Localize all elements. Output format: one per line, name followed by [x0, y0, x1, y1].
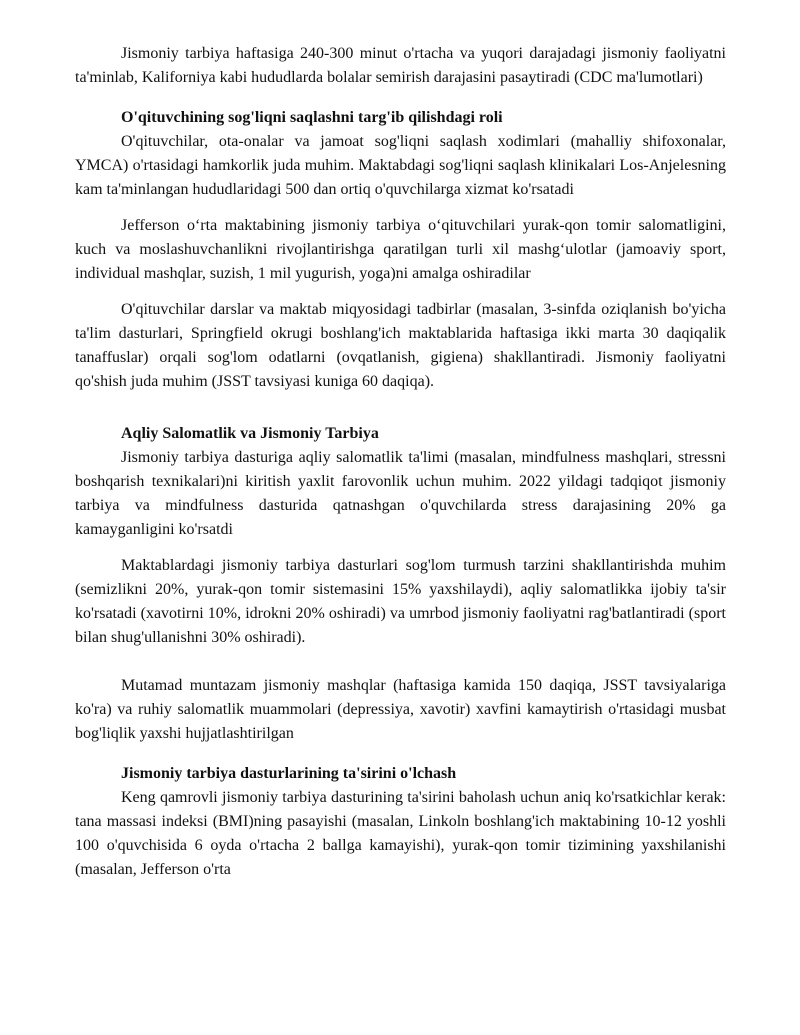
paragraph-cdc-activity: Jismoniy tarbiya haftasiga 240-300 minut o'rtacha va yuqori darajadagi jismoniy faoliyatni ta'minlab, Kaliforniya kabi hududlarda bolalar semirish darajasini pasaytiradi (CDC ma'lumotlari) — [75, 45, 726, 86]
spacer — [75, 650, 726, 674]
document-page — [75, 42, 726, 882]
paragraph-program-benefits: Maktablardagi jismoniy tarbiya dasturlari sog'lom turmush tarzini shakllantirishda muhim (semizlikni 20%, yurak-qon tomir sistemasini 15% yaxshilaydi), aqliy salomatlikka ijobiy ta'sir ko'rsatadi (xavotirni 10%, idrokni 20% oshiradi) va umrbod jismoniy faoliyatni rag'batlantiradi (sport bilan shug'ullanishni 30% oshiradi). — [75, 557, 726, 646]
spacer — [75, 394, 726, 422]
spacer — [75, 286, 726, 298]
spacer — [75, 90, 726, 106]
spacer — [75, 542, 726, 554]
heading-mental-health: Aqliy Salomatlik va Jismoniy Tarbiya — [121, 425, 379, 442]
paragraph-jefferson-teachers: Jefferson o‘rta maktabining jismoniy tarbiya o‘qituvchilari yurak-qon tomir salomatligini, kuch va moslashuvchanlikni rivojlantirishga qaratilgan turli xil mashg‘ulotlar (jamoaviy sport, individual mashqlar, suzish, 1 mil yugurish, yoga)ni amalga oshiradilar — [75, 217, 726, 282]
heading-teacher-role: O'qituvchining sog'liqni saqlashni targ'ib qilishdagi roli — [121, 109, 503, 126]
heading-measuring-impact: Jismoniy tarbiya dasturlarining ta'sirini o'lchash — [121, 765, 457, 782]
spacer — [75, 746, 726, 762]
paragraph-metrics: Keng qamrovli jismoniy tarbiya dasturining ta'sirini baholash uchun aniq ko'rsatkichlar kerak: tana massasi indeksi (BMI)ning pasayishi (masalan, Linkoln boshlang'ich maktabining 10-12 yoshli 100 o'quvchisida 6 oyda o'rtacha 2 ballga kamayishi), yurak-qon tomir tizimining yaxshilanishi (masalan, Jefferson o'rta — [75, 789, 726, 878]
paragraph-collaboration: O'qituvchilar, ota-onalar va jamoat sog'liqni saqlash xodimlari (mahalliy shifoxonalar, YMCA) o'rtasidagi hamkorlik juda muhim. Maktabdagi sog'liqni saqlash klinikalari Los-Anjelesning kam ta'minlangan hududlaridagi 500 dan ortiq o'quvchilarga xizmat ko'rsatadi — [75, 133, 726, 198]
spacer — [75, 202, 726, 214]
paragraph-regular-exercise: Mutamad muntazam jismoniy mashqlar (haftasiga kamida 150 daqiqa, JSST tavsiyalariga ko'ra) va ruhiy salomatlik muammolari (depressiya, xavotir) xavfini kamaytirish o'rtasidagi musbat bog'liqlik yaxshi hujjatlashtirilgan — [75, 677, 726, 742]
paragraph-mindfulness: Jismoniy tarbiya dasturiga aqliy salomatlik ta'limi (masalan, mindfulness mashqlari, stressni boshqarish texnikalari)ni kiritish yaxlit farovonlik uchun muhim. 2022 yildagi tadqiqot jismoniy tarbiya va mindfulness dasturida qatnashgan o'quvchilarda stress darajasining 20% ga kamayganligini ko'rsatdi — [75, 449, 726, 538]
paragraph-healthy-habits: O'qituvchilar darslar va maktab miqyosidagi tadbirlar (masalan, 3-sinfda oziqlanish bo'yicha ta'lim dasturlari, Springfield okrugi boshlang'ich maktablarida haftasiga ikki marta 30 daqiqalik tanaffuslar) orqali sog'lom odatlarni (ovqatlanish, gigiena) shakllantiradi. Jismoniy faoliyatni qo'shish juda muhim (JSST tavsiyasi kuniga 60 daqiqa). — [75, 301, 726, 390]
